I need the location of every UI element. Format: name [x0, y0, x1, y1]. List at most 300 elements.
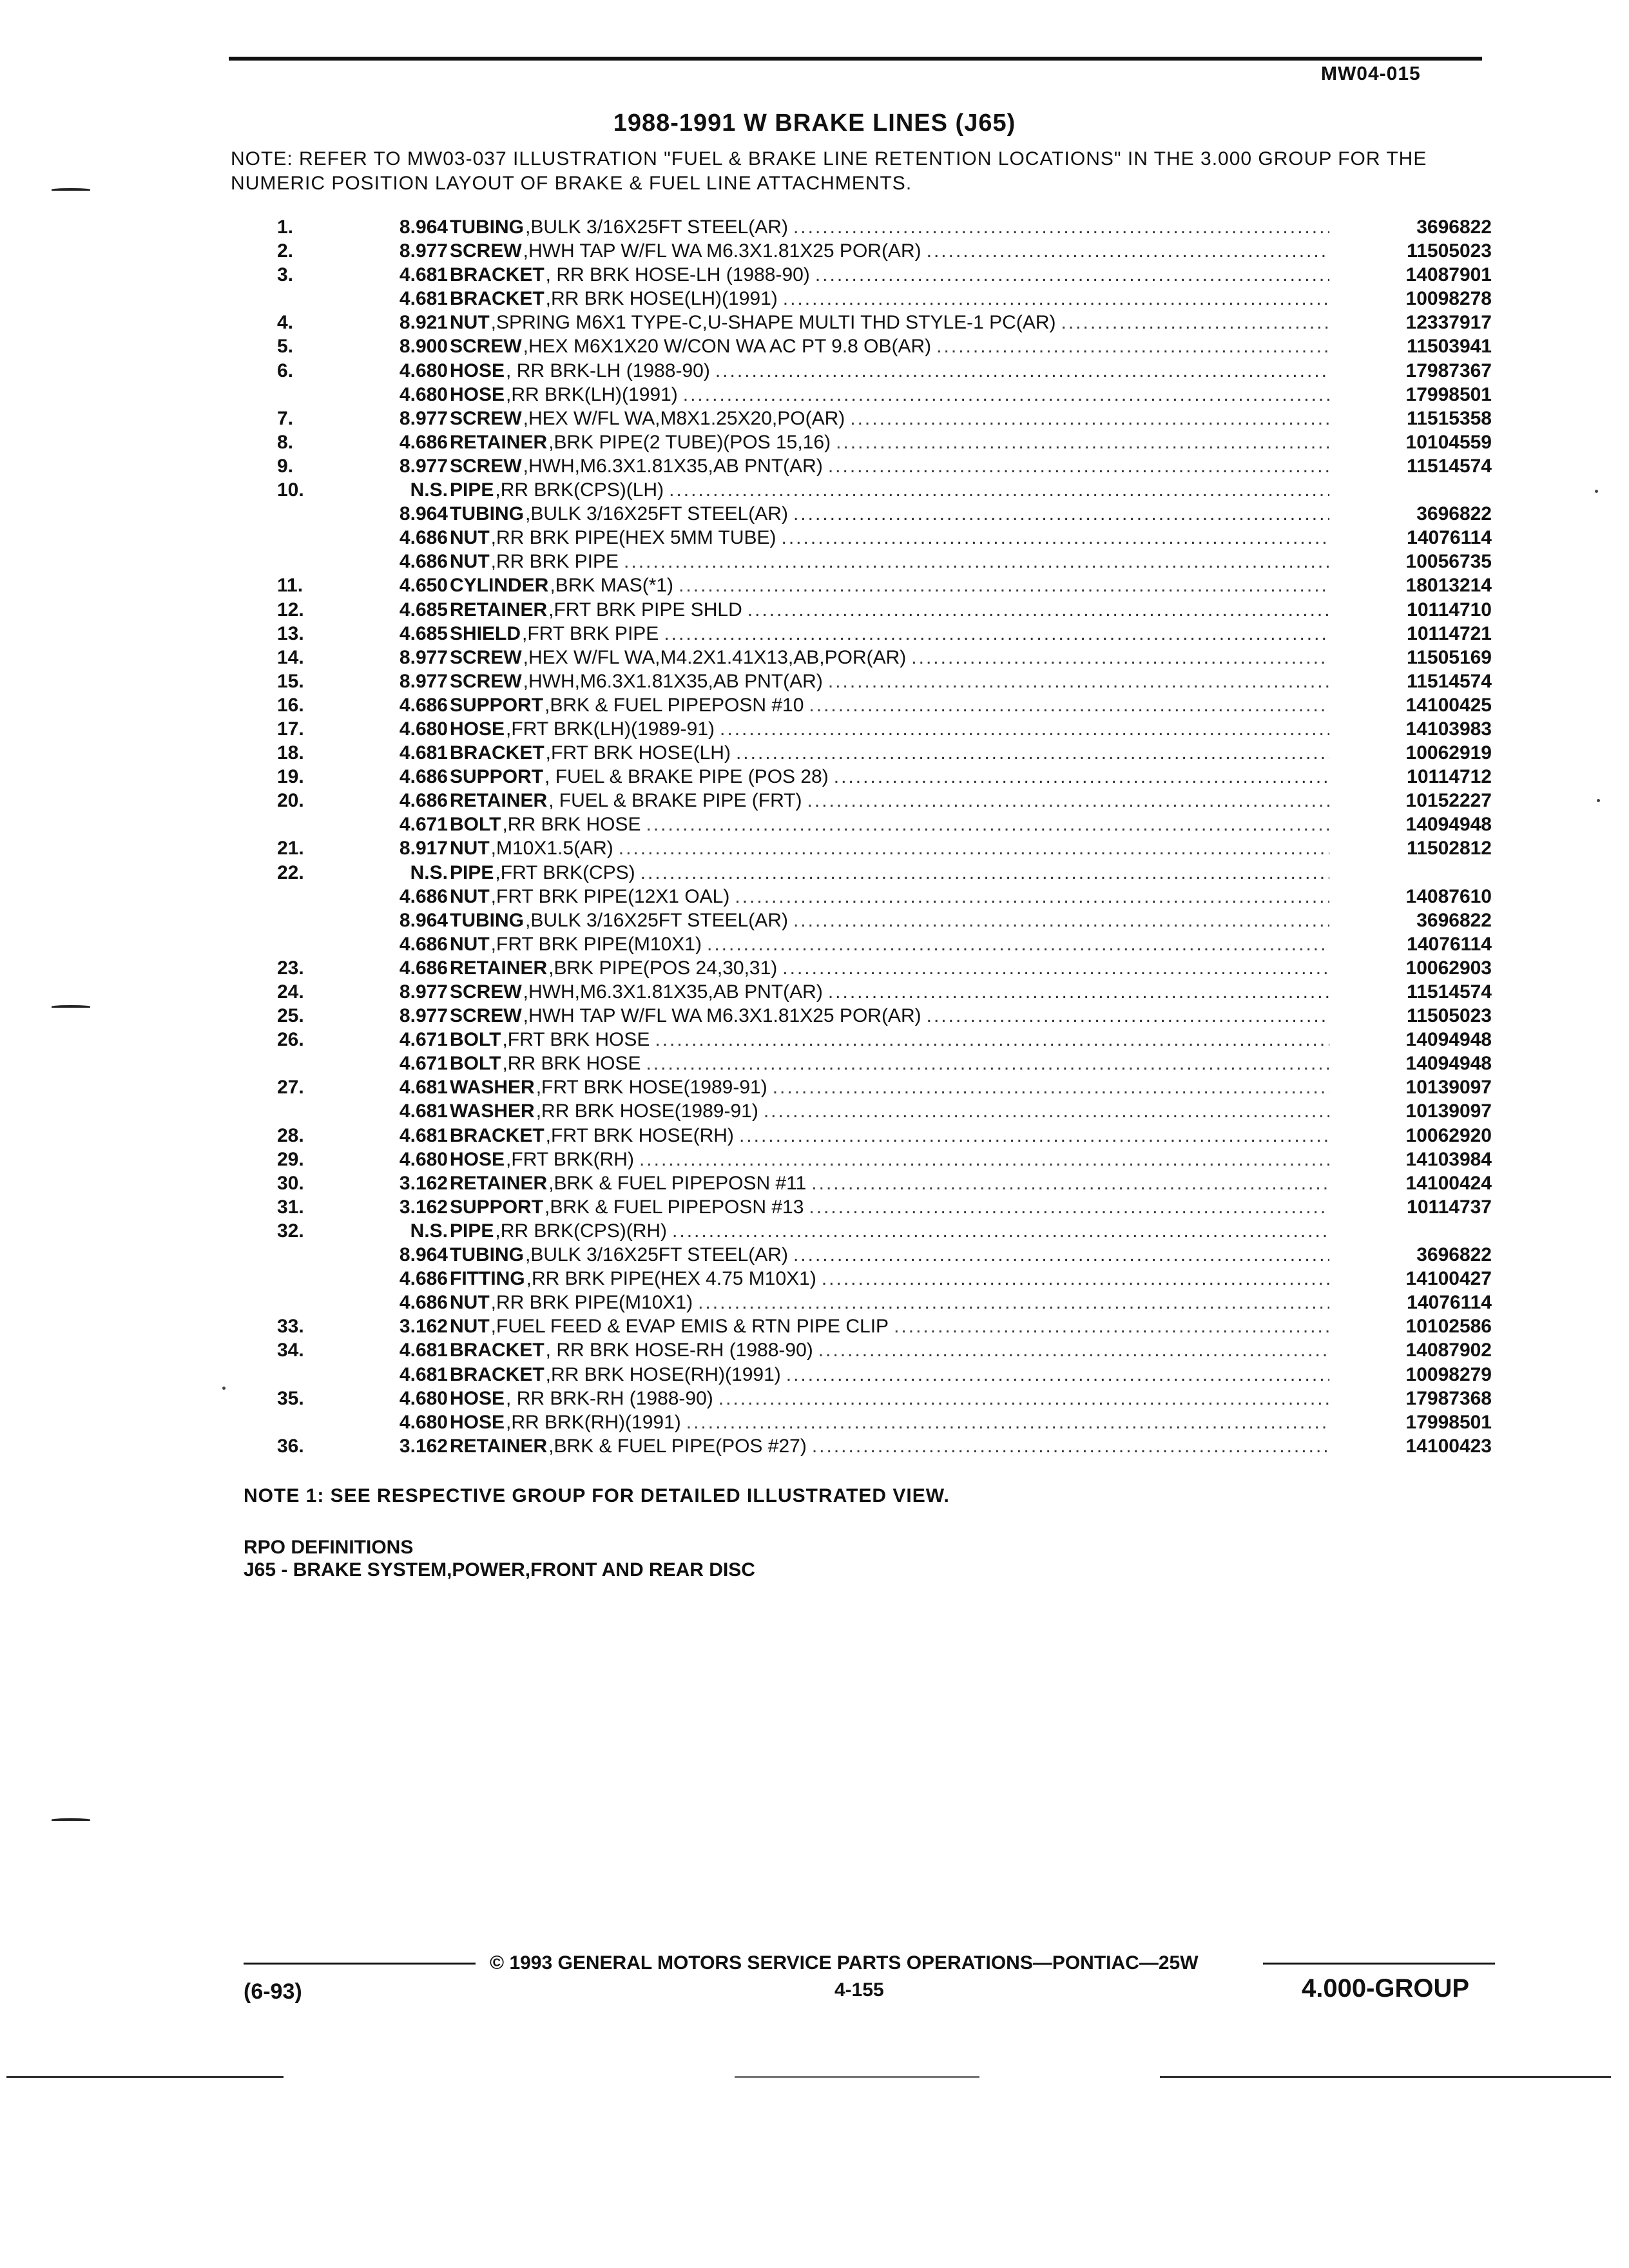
item-number: 29.: [277, 1148, 304, 1170]
part-name: RETAINER: [450, 431, 548, 453]
group-number-cell: 8.900: [399, 336, 448, 358]
part-spec: ,FRT BRK HOSE(RH): [545, 1124, 734, 1146]
group-number-cell: 4.686: [399, 766, 448, 788]
footer-rule-left: [244, 1963, 476, 1965]
part-row: [0, 1314, 1629, 1338]
leader-dots: [806, 1171, 1329, 1195]
part-description: [450, 1075, 1329, 1099]
part-name: FITTING: [450, 1268, 525, 1290]
part-description: [450, 407, 1329, 430]
part-description: [450, 215, 1329, 239]
part-spec: ,FRT BRK PIPE: [522, 622, 659, 644]
part-spec: ,RR BRK PIPE(HEX 5MM TUBE): [490, 527, 776, 549]
group-number-cell: 3.162: [399, 1435, 448, 1457]
leader-dots: [715, 717, 1329, 741]
item-number: 7.: [277, 407, 294, 429]
scan-margin-mark: [52, 188, 90, 191]
leader-dots: [816, 1267, 1329, 1291]
rpo-heading: RPO DEFINITIONS: [244, 1537, 414, 1558]
part-description: [450, 836, 1329, 860]
part-name: SCREW: [450, 1005, 522, 1027]
group-number-cell: 8.921: [399, 312, 448, 334]
part-spec: ,BRK & FUEL PIPEPOSN #13: [545, 1196, 804, 1218]
part-row: [0, 765, 1629, 789]
part-name: PIPE: [450, 479, 494, 501]
group-number-cell: 4.686: [399, 1292, 448, 1314]
part-description: [450, 1004, 1329, 1028]
part-spec: ,HEX M6X1X20 W/CON WA AC PT 9.8 OB(AR): [523, 336, 932, 358]
part-row: [0, 287, 1629, 311]
part-name: BRACKET: [450, 288, 545, 310]
header-rule: [229, 57, 1482, 61]
part-spec: ,SPRING M6X1 TYPE-C,U-SHAPE MULTI THD STYLE-1 PC(AR): [490, 312, 1056, 334]
leader-dots: [742, 598, 1329, 622]
leader-dots: [810, 263, 1329, 287]
group-number-cell: 4.685: [399, 599, 448, 620]
scan-margin-mark: [52, 1818, 90, 1821]
group-number-cell: 4.686: [399, 431, 448, 453]
item-number: 13.: [277, 622, 304, 644]
part-number: 10098279: [1405, 1363, 1492, 1385]
part-row: [0, 885, 1629, 908]
group-number-cell: N.S.: [410, 479, 448, 501]
part-description: [450, 646, 1329, 669]
part-description: [450, 669, 1329, 693]
part-row: [0, 789, 1629, 812]
part-name: RETAINER: [450, 790, 548, 812]
part-description: [450, 1099, 1329, 1123]
part-description: [450, 1410, 1329, 1434]
item-number: 9.: [277, 455, 294, 477]
part-description: [450, 1171, 1329, 1195]
part-name: SCREW: [450, 670, 522, 692]
part-row: [0, 1219, 1629, 1243]
part-spec: ,BULK 3/16X25FT STEEL(AR): [525, 909, 788, 931]
part-number: 14094948: [1405, 814, 1492, 836]
leader-dots: [729, 885, 1329, 908]
group-number-cell: 4.680: [399, 360, 448, 381]
part-row: [0, 717, 1629, 741]
item-number: 8.: [277, 431, 294, 453]
part-spec: , RR BRK HOSE-RH (1988-90): [545, 1340, 813, 1361]
group-number-cell: 4.680: [399, 383, 448, 405]
leader-dots: [823, 454, 1329, 478]
item-number: 25.: [277, 1005, 304, 1027]
part-spec: ,BRK PIPE(2 TUBE)(POS 15,16): [548, 431, 831, 453]
part-description: [450, 550, 1329, 573]
page-title: 1988-1991 W BRAKE LINES (J65): [613, 110, 1016, 137]
part-name: NUT: [450, 885, 490, 907]
part-spec: ,BRK MAS(*1): [550, 575, 674, 597]
leader-dots: [781, 1363, 1329, 1387]
item-number: 12.: [277, 599, 304, 620]
leader-dots: [776, 526, 1329, 550]
part-name: HOSE: [450, 1387, 505, 1409]
leader-dots: [921, 1004, 1329, 1028]
part-description: [450, 430, 1329, 454]
item-number: 18.: [277, 742, 304, 764]
part-row: [0, 1028, 1629, 1052]
part-description: [450, 1243, 1329, 1267]
part-name: RETAINER: [450, 1435, 548, 1457]
part-spec: ,RR BRK HOSE(RH)(1991): [545, 1363, 781, 1385]
leader-dots: [931, 334, 1329, 358]
part-name: HOSE: [450, 360, 505, 381]
part-spec: ,FRT BRK HOSE: [502, 1029, 650, 1051]
part-number: 17987367: [1405, 360, 1492, 381]
group-number-cell: 4.680: [399, 1148, 448, 1170]
part-description: [450, 1124, 1329, 1148]
parts-list: [0, 215, 1629, 1458]
group-number-cell: 4.680: [399, 718, 448, 740]
leader-dots: [641, 1052, 1329, 1075]
part-description: [450, 1148, 1329, 1171]
part-description: [450, 861, 1329, 885]
scan-speck: [222, 1387, 226, 1390]
leader-dots: [831, 430, 1329, 454]
part-name: SUPPORT: [450, 694, 544, 716]
part-spec: ,RR BRK HOSE(1989-91): [535, 1100, 758, 1122]
part-description: [450, 1314, 1329, 1338]
part-spec: ,BULK 3/16X25FT STEEL(AR): [525, 216, 788, 238]
part-spec: ,M10X1.5(AR): [490, 838, 613, 860]
leader-dots: [710, 359, 1329, 383]
group-number-cell: 4.681: [399, 1077, 448, 1099]
part-number: 10139097: [1405, 1100, 1492, 1122]
part-description: [450, 1291, 1329, 1314]
part-row: [0, 1148, 1629, 1171]
part-spec: , FUEL & BRAKE PIPE (POS 28): [545, 766, 829, 788]
part-name: PIPE: [450, 861, 494, 883]
leader-dots: [813, 1338, 1329, 1362]
item-number: 30.: [277, 1172, 304, 1194]
leader-dots: [634, 1148, 1329, 1171]
part-number: 11514574: [1407, 981, 1492, 1003]
leader-dots: [758, 1099, 1329, 1123]
part-number: 10114721: [1407, 622, 1492, 644]
group-number-cell: 4.686: [399, 933, 448, 955]
item-number: 36.: [277, 1435, 304, 1457]
item-number: 4.: [277, 312, 294, 334]
item-number: 35.: [277, 1387, 304, 1409]
item-number: 27.: [277, 1077, 304, 1099]
part-number: 11515358: [1407, 407, 1492, 429]
part-spec: ,RR BRK(LH)(1991): [506, 383, 678, 405]
part-spec: ,RR BRK HOSE: [502, 1053, 641, 1075]
group-number-cell: 4.681: [399, 1340, 448, 1361]
group-number-cell: 4.685: [399, 622, 448, 644]
part-spec: ,FUEL FEED & EVAP EMIS & RTN PIPE CLIP: [490, 1316, 889, 1338]
group-number-cell: 8.977: [399, 240, 448, 262]
item-number: 19.: [277, 766, 304, 788]
part-spec: ,HWH TAP W/FL WA M6.3X1.81X25 POR(AR): [523, 1005, 921, 1027]
leader-dots: [767, 1075, 1329, 1099]
part-spec: , FUEL & BRAKE PIPE (FRT): [548, 790, 802, 812]
part-row: [0, 383, 1629, 407]
part-row: [0, 407, 1629, 430]
part-number: 18013214: [1405, 575, 1492, 597]
part-number: 10104559: [1405, 431, 1492, 453]
part-name: SCREW: [450, 336, 522, 358]
part-spec: ,FRT BRK(LH)(1989-91): [506, 718, 715, 740]
leader-dots: [845, 407, 1329, 430]
part-number: 14076114: [1407, 933, 1492, 955]
group-number-cell: 4.686: [399, 527, 448, 549]
leader-dots: [693, 1291, 1329, 1314]
part-number: 10056735: [1405, 551, 1492, 573]
footnote: NOTE 1: SEE RESPECTIVE GROUP FOR DETAILED ILLUSTRATED VIEW.: [244, 1485, 950, 1506]
part-spec: ,FRT BRK(CPS): [495, 861, 635, 883]
part-name: BRACKET: [450, 1124, 545, 1146]
part-spec: ,FRT BRK HOSE(1989-91): [535, 1077, 767, 1099]
part-spec: ,BRK & FUEL PIPEPOSN #11: [548, 1172, 807, 1194]
group-number-cell: 8.977: [399, 455, 448, 477]
part-spec: ,HWH,M6.3X1.81X35,AB PNT(AR): [523, 455, 823, 477]
part-row: [0, 836, 1629, 860]
document-id: MW04-015: [1321, 63, 1421, 84]
part-number: 3696822: [1416, 503, 1492, 525]
part-name: CYLINDER: [450, 575, 549, 597]
group-number-cell: 4.680: [399, 1411, 448, 1433]
part-number: 14087901: [1405, 264, 1492, 286]
part-description: [450, 526, 1329, 550]
part-description: [450, 502, 1329, 526]
part-number: 14076114: [1407, 1292, 1492, 1314]
part-description: [450, 956, 1329, 980]
part-row: [0, 1171, 1629, 1195]
part-number: 10139097: [1405, 1077, 1492, 1099]
group-number-cell: 4.680: [399, 1387, 448, 1409]
part-description: [450, 1363, 1329, 1387]
part-row: [0, 812, 1629, 836]
part-row: [0, 669, 1629, 693]
leader-dots: [681, 1410, 1329, 1434]
part-row: [0, 1243, 1629, 1267]
part-row: [0, 1052, 1629, 1075]
part-row: [0, 1267, 1629, 1291]
part-name: BRACKET: [450, 264, 545, 286]
part-description: [450, 454, 1329, 478]
scan-bottom-line: [735, 2076, 979, 2078]
group-number-cell: 3.162: [399, 1172, 448, 1194]
part-number: 11503941: [1407, 336, 1492, 358]
part-row: [0, 1291, 1629, 1314]
leader-dots: [788, 215, 1329, 239]
part-spec: ,FRT BRK PIPE(12X1 OAL): [490, 885, 730, 907]
part-spec: ,HWH,M6.3X1.81X35,AB PNT(AR): [523, 981, 823, 1003]
part-row: [0, 741, 1629, 765]
item-number: 3.: [277, 264, 294, 286]
item-number: 32.: [277, 1220, 304, 1242]
part-name: NUT: [450, 551, 490, 573]
part-number: 10114710: [1407, 599, 1492, 620]
item-number: 34.: [277, 1340, 304, 1361]
leader-dots: [823, 669, 1329, 693]
group-number-cell: 4.681: [399, 1100, 448, 1122]
leader-dots: [777, 956, 1329, 980]
group-number-cell: 4.686: [399, 551, 448, 573]
group-number-cell: 4.671: [399, 814, 448, 836]
item-number: 2.: [277, 240, 294, 262]
leader-dots: [641, 812, 1329, 836]
part-name: NUT: [450, 1316, 490, 1338]
leader-dots: [906, 646, 1329, 669]
part-spec: ,RR BRK(RH)(1991): [506, 1411, 681, 1433]
group-number-cell: 4.671: [399, 1053, 448, 1075]
part-row: [0, 956, 1629, 980]
part-name: SHIELD: [450, 622, 521, 644]
part-description: [450, 622, 1329, 646]
part-name: HOSE: [450, 718, 505, 740]
part-spec: , RR BRK-LH (1988-90): [506, 360, 710, 381]
part-description: [450, 573, 1329, 597]
part-row: [0, 263, 1629, 287]
leader-dots: [804, 693, 1329, 717]
part-description: [450, 383, 1329, 407]
part-description: [450, 287, 1329, 311]
group-number: 4.000-GROUP: [1302, 1974, 1470, 2003]
part-description: [450, 1387, 1329, 1410]
part-row: [0, 693, 1629, 717]
part-number: 3696822: [1416, 216, 1492, 238]
part-description: [450, 932, 1329, 956]
part-description: [450, 359, 1329, 383]
leader-dots: [778, 287, 1329, 311]
part-description: [450, 1028, 1329, 1052]
part-spec: ,BULK 3/16X25FT STEEL(AR): [525, 503, 788, 525]
part-number: 17998501: [1405, 1411, 1492, 1433]
part-number: 14087610: [1405, 885, 1492, 907]
part-spec: ,BRK PIPE(POS 24,30,31): [548, 957, 778, 979]
leader-dots: [635, 861, 1329, 885]
group-number-cell: 4.671: [399, 1029, 448, 1051]
part-row: [0, 1363, 1629, 1387]
leader-dots: [921, 239, 1329, 263]
part-description: [450, 908, 1329, 932]
part-name: SCREW: [450, 646, 522, 668]
part-number: 11505023: [1407, 1005, 1492, 1027]
part-number: 11505169: [1407, 646, 1492, 668]
part-spec: ,FRT BRK PIPE SHLD: [548, 599, 742, 620]
revision-date: (6-93): [244, 1979, 302, 2004]
part-description: [450, 598, 1329, 622]
part-spec: ,FRT BRK HOSE(LH): [545, 742, 731, 764]
leader-dots: [619, 550, 1329, 573]
leader-dots: [678, 383, 1329, 407]
reference-note: NOTE: REFER TO MW03-037 ILLUSTRATION "FUEL & BRAKE LINE RETENTION LOCATIONS" IN THE 3.000 GROUP FOR THE NUMERIC POSITION LAYOUT OF BRAKE & FUEL LINE ATTACHMENTS.: [231, 148, 1427, 194]
part-description: [450, 741, 1329, 765]
part-name: HOSE: [450, 383, 505, 405]
part-name: SUPPORT: [450, 1196, 544, 1218]
group-number-cell: 4.686: [399, 1268, 448, 1290]
part-number: 14100427: [1405, 1268, 1492, 1290]
part-description: [450, 1434, 1329, 1458]
rpo-definition: J65 - BRAKE SYSTEM,POWER,FRONT AND REAR DISC: [244, 1559, 755, 1581]
leader-dots: [807, 1434, 1329, 1458]
part-spec: ,RR BRK PIPE(M10X1): [490, 1292, 693, 1314]
part-description: [450, 765, 1329, 789]
part-spec: ,FRT BRK PIPE(M10X1): [490, 933, 702, 955]
part-name: RETAINER: [450, 1172, 548, 1194]
scan-margin-mark: [52, 1005, 90, 1008]
group-number-cell: 4.686: [399, 957, 448, 979]
part-number: 12337917: [1405, 312, 1492, 334]
part-name: WASHER: [450, 1077, 535, 1099]
part-name: TUBING: [450, 1244, 524, 1266]
part-spec: ,HWH,M6.3X1.81X35,AB PNT(AR): [523, 670, 823, 692]
part-description: [450, 1052, 1329, 1075]
group-number-cell: 4.681: [399, 742, 448, 764]
leader-dots: [734, 1124, 1329, 1148]
group-number-cell: 8.964: [399, 909, 448, 931]
item-number: 28.: [277, 1124, 304, 1146]
part-spec: ,RR BRK HOSE: [502, 814, 641, 836]
item-number: 5.: [277, 336, 294, 358]
part-name: SCREW: [450, 240, 522, 262]
part-description: [450, 885, 1329, 908]
part-name: SCREW: [450, 455, 522, 477]
scan-bottom-line: [1160, 2076, 1611, 2078]
item-number: 20.: [277, 790, 304, 812]
group-number-cell: 3.162: [399, 1196, 448, 1218]
item-number: 17.: [277, 718, 304, 740]
scan-speck: [1595, 490, 1598, 493]
part-number: 10102586: [1405, 1316, 1492, 1338]
leader-dots: [713, 1387, 1329, 1410]
group-number-cell: 4.686: [399, 885, 448, 907]
item-number: 11.: [277, 575, 304, 597]
part-row: [0, 1434, 1629, 1458]
item-number: 23.: [277, 957, 304, 979]
part-spec: ,HEX W/FL WA,M4.2X1.41X13,AB,POR(AR): [523, 646, 907, 668]
group-number-cell: 8.977: [399, 1005, 448, 1027]
part-description: [450, 311, 1329, 334]
part-description: [450, 478, 1329, 502]
group-number-cell: 8.964: [399, 503, 448, 525]
part-number: 11514574: [1407, 455, 1492, 477]
part-name: SCREW: [450, 407, 522, 429]
part-spec: ,RR BRK(CPS)(LH): [495, 479, 664, 501]
part-number: 10114737: [1407, 1196, 1492, 1218]
group-number-cell: 8.977: [399, 670, 448, 692]
group-number-cell: 4.686: [399, 694, 448, 716]
part-name: WASHER: [450, 1100, 535, 1122]
copyright-line: © 1993 GENERAL MOTORS SERVICE PARTS OPERATIONS—PONTIAC—25W: [490, 1952, 1199, 1974]
part-name: NUT: [450, 933, 490, 955]
part-row: [0, 239, 1629, 263]
part-row: [0, 454, 1629, 478]
part-spec: ,BRK & FUEL PIPE(POS #27): [548, 1435, 807, 1457]
leader-dots: [650, 1028, 1329, 1052]
part-spec: ,RR BRK(CPS)(RH): [495, 1220, 668, 1242]
part-spec: ,RR BRK PIPE: [490, 551, 619, 573]
part-description: [450, 1338, 1329, 1362]
part-description: [450, 980, 1329, 1004]
part-description: [450, 693, 1329, 717]
group-number-cell: 8.977: [399, 407, 448, 429]
part-number: 14087902: [1405, 1340, 1492, 1361]
part-spec: ,RR BRK PIPE(HEX 4.75 M10X1): [526, 1268, 816, 1290]
part-description: [450, 1195, 1329, 1219]
part-name: BRACKET: [450, 1340, 545, 1361]
part-name: TUBING: [450, 216, 524, 238]
item-number: 21.: [277, 838, 304, 860]
part-name: NUT: [450, 838, 490, 860]
part-spec: ,BULK 3/16X25FT STEEL(AR): [525, 1244, 788, 1266]
item-number: 14.: [277, 646, 304, 668]
leader-dots: [613, 836, 1329, 860]
part-row: [0, 932, 1629, 956]
